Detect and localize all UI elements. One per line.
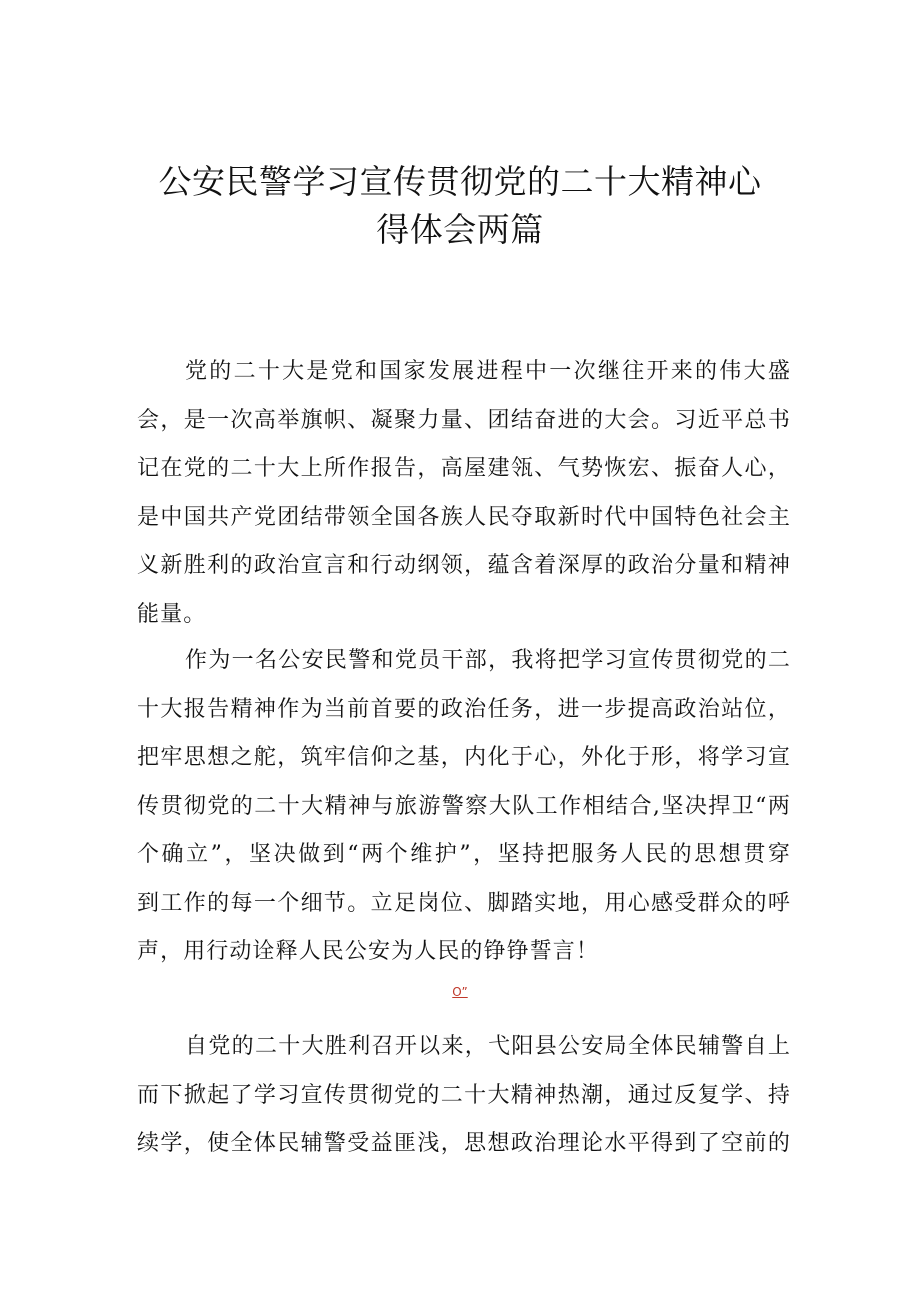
paragraph-line: 声，用行动诠释人民公安为人民的铮铮誓言！: [137, 939, 600, 964]
paragraph-line: 把牢思想之舵，筑牢信仰之基，内化于心，外化于形，将学习宣: [137, 745, 791, 770]
paragraph-line: 会，是一次高举旗帜、凝聚力量、团结奋进的大会。习近平总书: [137, 407, 791, 433]
paragraph-line: 而下掀起了学习宣传贯彻党的二十大精神热潮，通过反复学、持: [137, 1082, 791, 1108]
paragraph-line: 到工作的每一个细节。立足岗位、脚踏实地，用心感受群众的呼: [137, 890, 791, 916]
paragraph-line: 续学，使全体民辅警受益匪浅，思想政治理论水平得到了空前的: [137, 1131, 791, 1156]
paragraph-line: 记在党的二十大上所作报告，高屋建瓴、气势恢宏、振奋人心，: [137, 456, 791, 481]
paragraph-line: 党的二十大是党和国家发展进程中一次继往开来的伟大盛: [185, 359, 791, 384]
paragraph-3: [137, 1023, 791, 1169]
title-line-2: 得体会两篇: [376, 210, 544, 249]
paragraph-line: 是中国共产党团结带领全国各族人民夺取新时代中国特色社会主: [137, 504, 791, 530]
paragraph-line: 传贯彻党的二十大精神与旅游警察大队工作相结合,坚决捍卫“两: [137, 793, 791, 819]
title-line-1: 公安民警学习宣传贯彻党的二十大精神心: [158, 162, 762, 201]
paragraph-line: 十大报告精神作为当前首要的政治任务，进一步提高政治站位，: [137, 696, 791, 722]
document-title: [100, 158, 820, 254]
paragraph-line: 能量。: [137, 601, 207, 627]
paragraph-line: 自党的二十大胜利召开以来，弋阳县公安局全体民辅警自上: [185, 1034, 791, 1059]
paragraph-2: [137, 637, 791, 977]
separator-mark: O”: [452, 985, 468, 999]
paragraph-line: 义新胜利的政治宣言和行动纲领，蕴含着深厚的政治分量和精神: [137, 553, 791, 578]
paragraph-line: 作为一名公安民警和党员干部，我将把学习宣传贯彻党的二: [185, 648, 791, 673]
paragraph-1: [137, 348, 791, 639]
paragraph-line: 个确立”，坚决做到“两个维护”，坚持把服务人民的思想贯穿: [137, 842, 791, 867]
